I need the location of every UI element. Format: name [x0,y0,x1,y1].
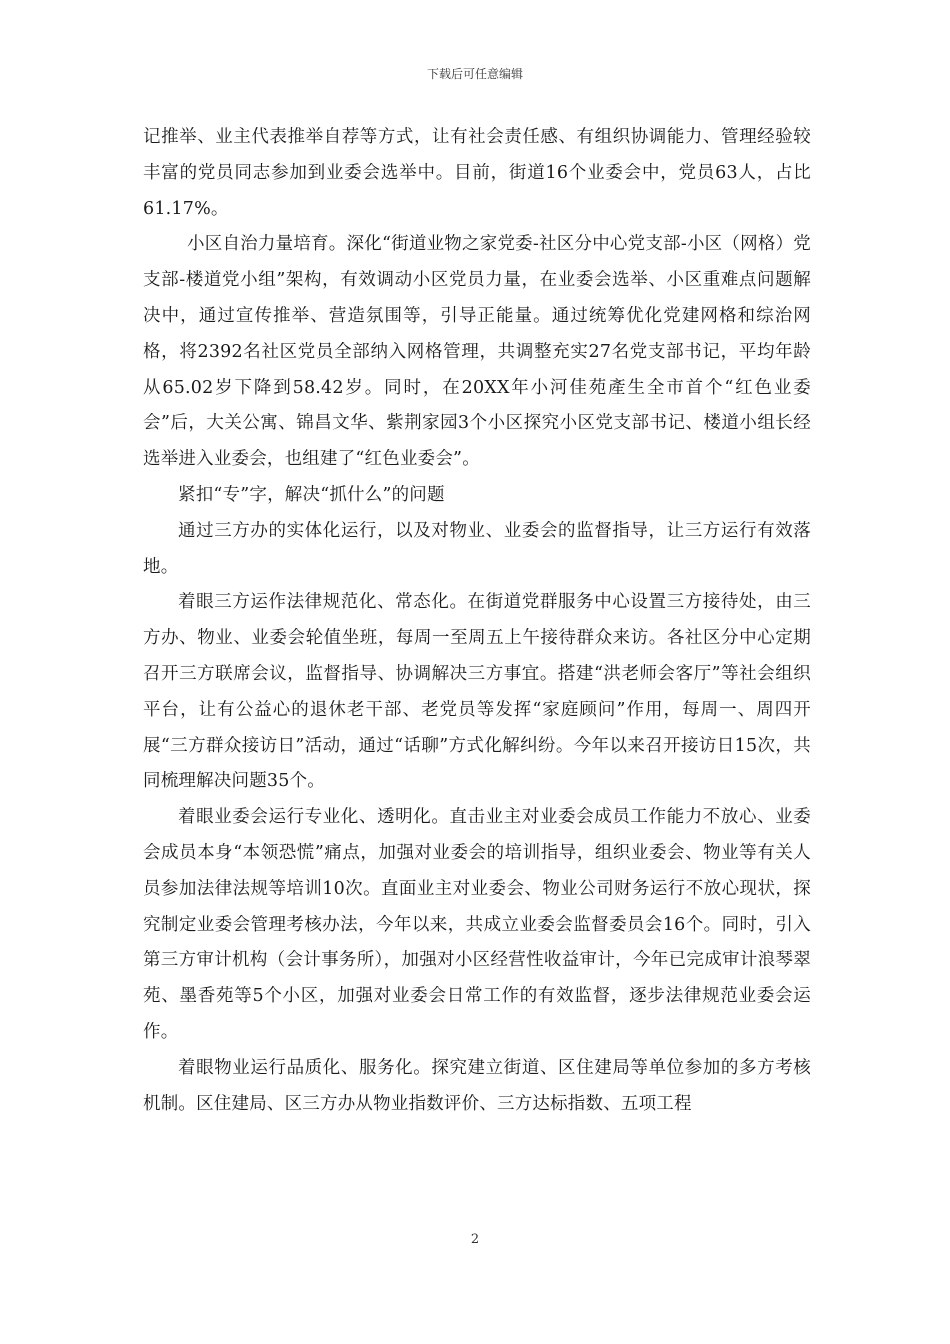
paragraph-committee-professionalization: 着眼业委会运行专业化、透明化。直击业主对业委会成员工作能力不放心、业委会成员本身“本领恐慌”痛点，加强对业委会的培训指导，组织业委会、物业等有关人员参加法律法规等培训10次。直面业主对业委会、物业公司财务运行不放心现状，探究制定业委会管理考核办法，今年以来，共成立业委会监督委员会16个。同时，引入第三方审计机构（会计事务所），加强对小区经营性收益审计，今年已完成审计浪琴翠苑、墨香苑等5个小区，加强对业委会日常工作的有效监督，逐步法律规范业委会运作。 [143,807,811,1042]
paragraph-continued: 记推举、业主代表推举自荐等方式，让有社会责任感、有组织协调能力、管理经验较丰富的党员同志参加到业委会选举中。目前，街道16个业委会中，党员63人，占比61.17%。 [143,127,811,219]
page-number: 2 [470,1232,480,1247]
section-heading: 紧扣“专”字，解决“抓什么”的问题 [178,484,445,505]
paragraph-community-autonomy: 小区自治力量培育。深化“街道业物之家党委-社区分中心党支部-小区（网格）党支部-楼道党小组”架构，有效调动小区党员力量，在业委会选举、小区重难点问题解决中，通过宣传推举、营造氛围等，引导正能量。通过统筹优化党建网格和综治网格，将2392名社区党员全部纳入网格管理，共调整充实27名党支部书记，平均年龄从65.02岁下降到58.42岁。同时，在20XX年小河佳苑產生全市首个“红色业委会”后，大关公寓、锦昌文华、紫荆家园3个小区探究小区党支部书记、楼道小组长经选举进入业委会，也组建了“红色业委会”。 [143,234,811,470]
paragraph-three-party-office: 通过三方办的实体化运行，以及对物业、业委会的监督指导，让三方运行有效落地。 [143,520,811,577]
paragraph-legal-normalization: 着眼三方运作法律规范化、常态化。在街道党群服务中心设置三方接待处，由三方办、物业、业委会轮值坐班，每周一至周五上午接待群众来访。各社区分中心定期召开三方联席会议，监督指导、协调解决三方事宜。搭建“洪老师会客厅”等社会组织平台，让有公益心的退休老干部、老党员等发挥“家庭顾问”作用，每周一、周四开展“三方群众接访日”活动，通过“话聊”方式化解纠纷。今年以来召开接访日15次，共同梳理解决问题35个。 [143,592,811,792]
page-header: 下载后可任意编辑 [426,67,523,81]
document-body [143,120,811,1122]
paragraph-property-quality: 着眼物业运行品质化、服务化。探究建立街道、区住建局等单位参加的多方考核机制。区住建局、区三方办从物业指数评价、三方达标指数、五项工程 [143,1057,811,1114]
